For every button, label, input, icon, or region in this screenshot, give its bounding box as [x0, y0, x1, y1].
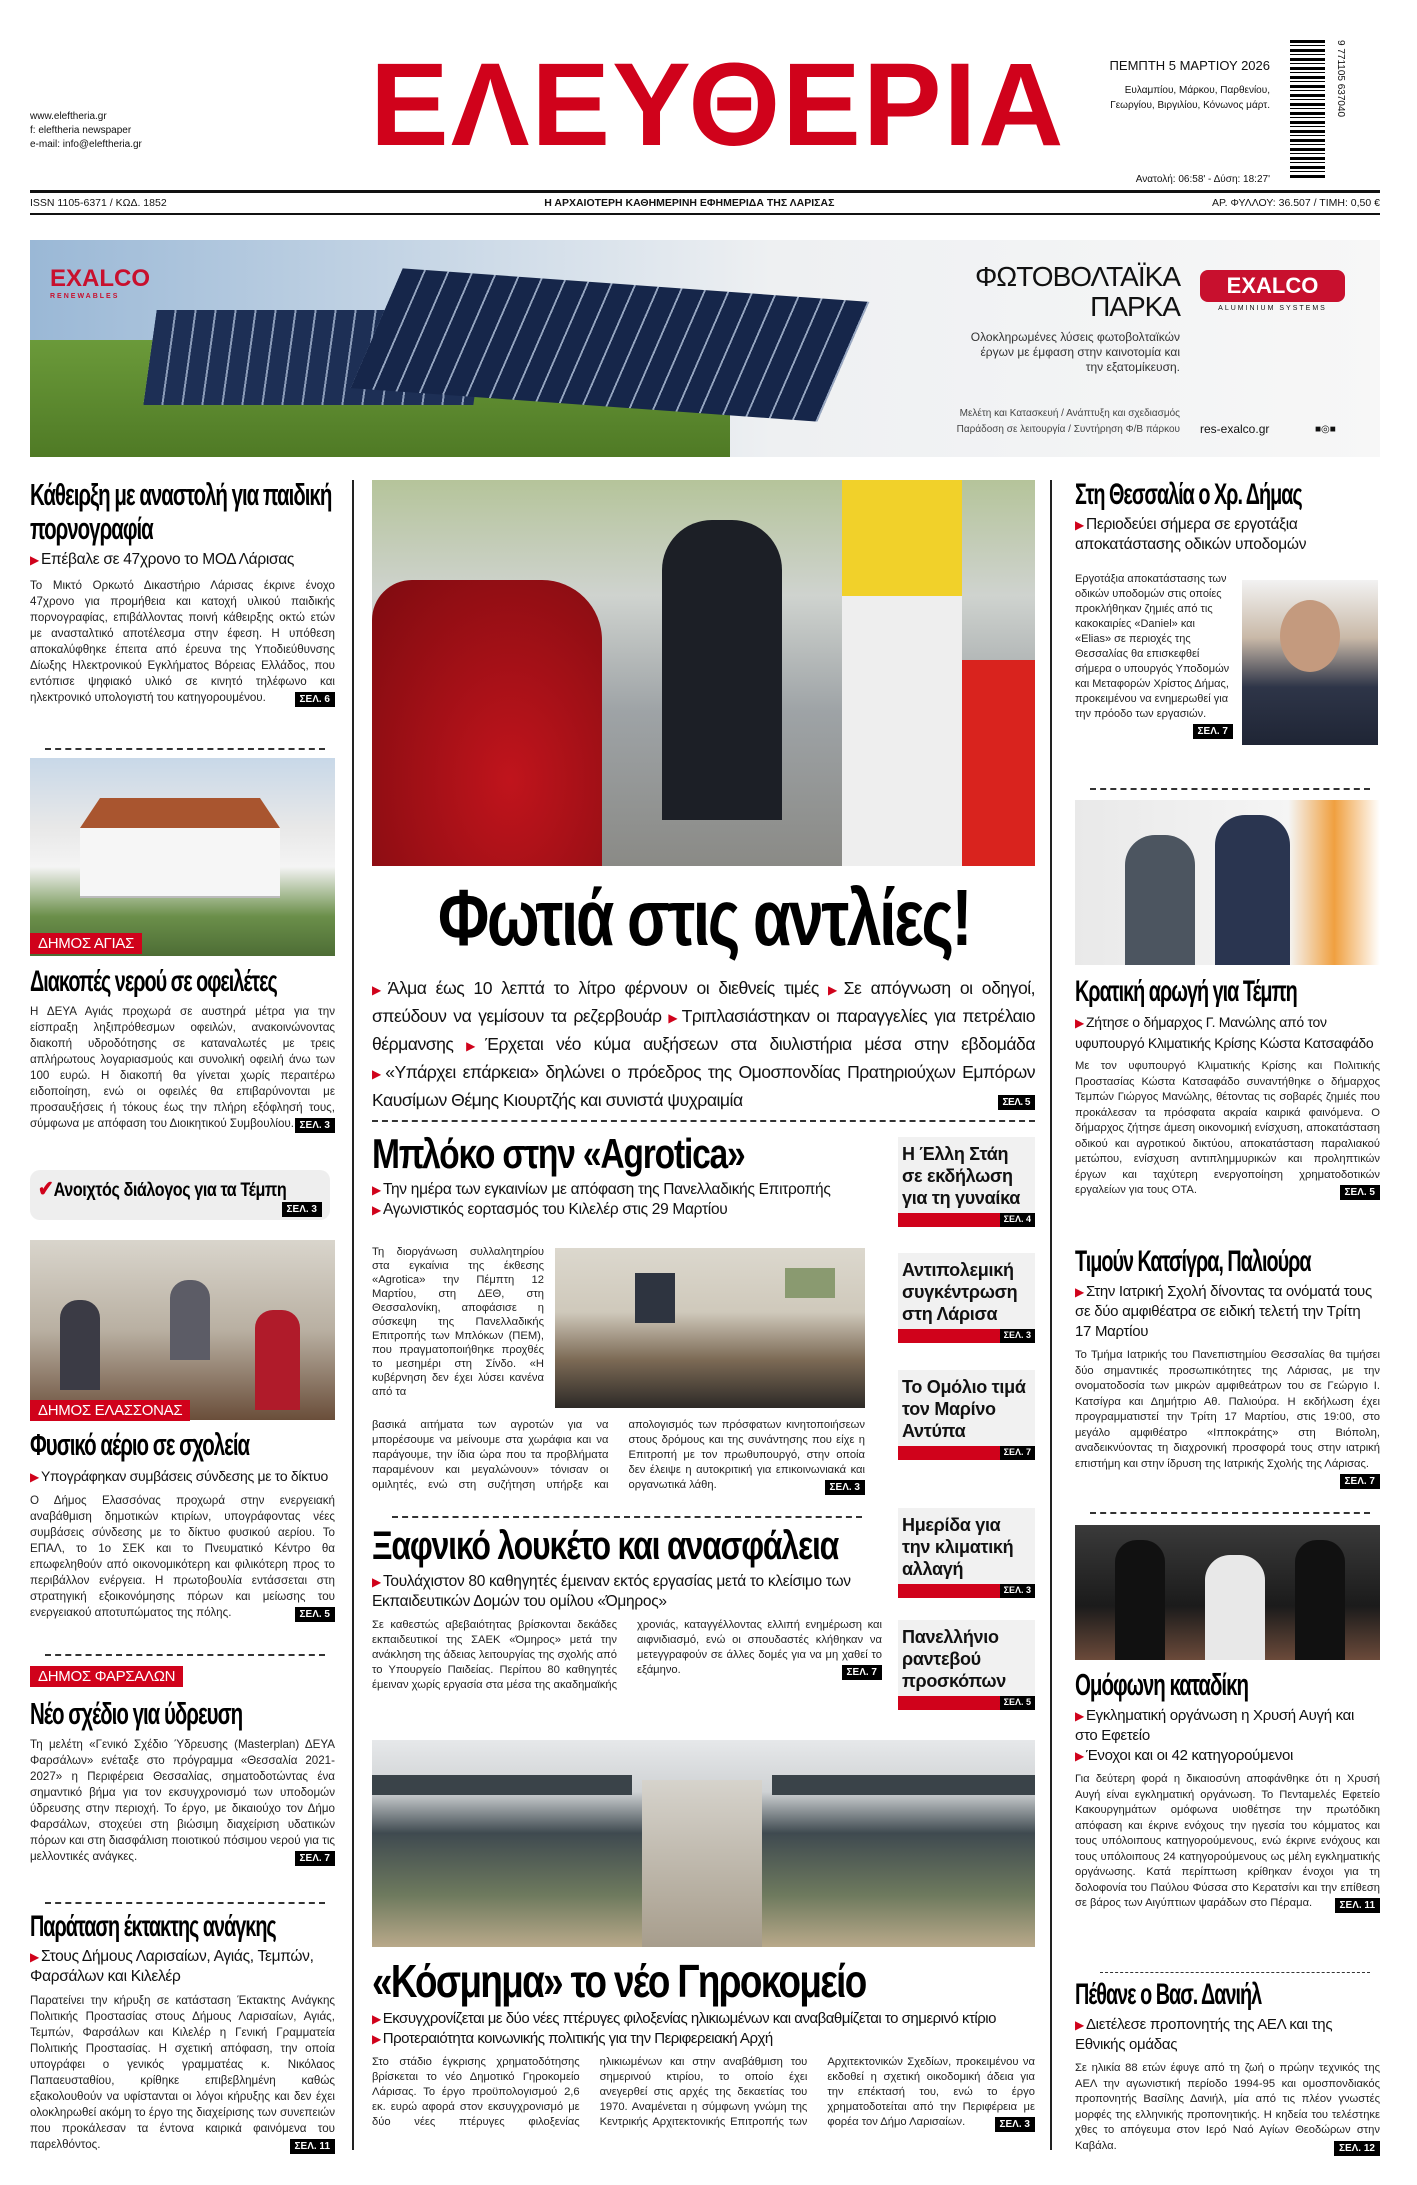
dashed-divider [1090, 788, 1370, 790]
page-ref[interactable]: ΣΕΛ. 11 [290, 2139, 335, 2154]
page-ref[interactable]: ΣΕΛ. 5 [998, 1095, 1035, 1110]
rule-bottom [30, 213, 1380, 215]
page-ref[interactable]: ΣΕΛ. 3 [295, 1118, 335, 1133]
dashed-divider [45, 1654, 325, 1656]
article-body [1075, 572, 1233, 739]
tagline: Η ΑΡΧΑΙΟΤΕΡΗ ΚΑΘΗΜΕΡΙΝΗ ΕΦΗΜΕΡΙΔΑ ΤΗΣ ΛΑΡΙΣΑΣ [544, 197, 835, 209]
sidebar-title: Η Έλλη Στάη σε εκδήλωση για τη γυναίκα [902, 1144, 1020, 1208]
headline: Ξαφνικό λουκέτο και ανασφάλεια [372, 1524, 839, 1568]
page-ref[interactable]: ΣΕΛ. 12 [1334, 2141, 1380, 2156]
article-omiros[interactable] [372, 1520, 882, 1693]
triangle-icon: ▶ [1075, 1285, 1084, 1299]
barcode [1290, 40, 1325, 180]
section-tag: ΔΗΜΟΣ ΦΑΡΣΑΛΩΝ [30, 1666, 183, 1687]
photo-manolis-katsafados [1075, 800, 1380, 965]
dashed-divider [392, 1516, 862, 1518]
sidebar-item[interactable] [898, 1137, 1035, 1227]
subheadline: Ένοχοι και οι 42 κατηγορούμενοι [1085, 1747, 1294, 1765]
headline: Ομόφωνη καταδίκη [1075, 1667, 1249, 1702]
ad-url[interactable]: res-exalco.gr [1200, 422, 1270, 436]
page-ref[interactable]: ΣΕΛ. 7 [1340, 1474, 1380, 1489]
body-text: Με τον υφυπουργό Κλιματικής Κρίσης και Πολιτικής Προστασίας Κώστα Κατσαφάδο συναντήθηκε ο δήμαρχος Τεμπών Γιώργος Μανώλης, θέτοντας τις σοβαρές ζημιές που προκάλεσαν τα πρόσφατα ακραία καιρικά φαινόμενα. Ο δήμαρχος ζήτησε άμεση οικονομική ενίσχυση, αποκατάσταση οδικού και αγροτικού δικτύου, αποκατάσταση παραλιακού μετώπου, ενίσχυση αντιπλημμυρικών και προληπτικών έργων και ταχύτερη ενεργοποίηση χρηματοδοτικών εργαλείων για τους ΟΤΑ. [1075, 1060, 1380, 1196]
subheadline: Την ημέρα των εγκαινίων με απόφαση της Πανελλαδικής Επιτροπής [382, 1181, 831, 1198]
body-text: Σε καθεστώς αβεβαιότητας βρίσκονται δεκάδες εκπαιδευτικοί της ΣΑΕΚ «Όμηρος» μετά την ανάκληση της άδειας λειτουργίας της σχολής από το Υπουργείο Παιδείας. Περίπου 80 καθηγητές έμειναν χωρίς εργασία στα μέσα της ακαδημαϊκής χρονιάς, καταγγέλλοντας ελλιπή ενημέρωση και αιφνιδιασμό, ενώ οι σπουδαστές κλήθηκαν να μετεγγραφούν σε άλλες δομές για να μη χαθεί το εξάμηνο. [372, 1619, 882, 1691]
page-ref[interactable]: ΣΕΛ. 7 [295, 1851, 335, 1866]
article-body [30, 1004, 335, 1132]
namedays: Ευλαμπίου, Μάρκου, Παρθενίου, Γεωργίου, Βιργιλίου, Κόνωνος μάρτ. [1110, 85, 1270, 111]
lead-bullets [372, 975, 1035, 1113]
headline: Κάθειρξη με αναστολή για παιδική πορνογραφία [30, 477, 332, 547]
headline: Τιμούν Κατσίγρα, Παλιούρα [1075, 1245, 1311, 1278]
column-divider-left [352, 480, 354, 2150]
triangle-icon: ▶ [30, 1470, 39, 1485]
subheadline: Εκσυγχρονίζεται με δύο νέες πτέρυγες φιλοξενίας ηλικιωμένων και αναβαθμίζεται το σημερινό κτίριο [382, 2010, 996, 2027]
ad-brand-right-sub: ALUMINIUM SYSTEMS [1218, 305, 1327, 312]
sidebar-title: Πανελλήνιο ραντεβού προσκόπων [902, 1627, 1006, 1691]
lead-bullet: «Υπάρχει επάρκεια» δηλώνει ο πρόεδρος της Ομοσπονδίας Πρατηριούχων Εμπόρων Καυσίμων Θέμης Κιουρτζής και συνιστά ψυχραιμία [372, 1062, 1035, 1110]
headline: «Κόσμημα» το νέο Γηροκομείο [372, 1955, 866, 2007]
sidebar-title: Ημερίδα για την κλιματική αλλαγή [902, 1515, 1014, 1579]
body-text: Τη μελέτη «Γενικό Σχέδιο Ύδρευσης (Masterplan) ΔΕΥΑ Φαρσάλων» ενέταξε στο πρόγραμμα «Θεσσαλία 2021-2027» η Περιφέρεια Θεσσαλίας, σηματοδοτώντας ένα σημαντικό βήμα για τον εκσυγχρονισμό των υποδομών ύδρευσης στην περιοχή. Το έργο, με δικαιούχο τον Δήμο Φαρσάλων, στοχεύει στη βιώσιμη διαχείριση υδατικών πόρων και στη διασφάλιση ποιοτικού πόσιμου νερού για τις μελλοντικές ανάγκες. [30, 1738, 335, 1864]
ad-brand-right-name: EXALCO [1200, 270, 1345, 302]
subheadline: Αγωνιστικός εορτασμός του Κιλελέρ στις 29 Μαρτίου [382, 1201, 728, 1218]
page-ref[interactable]: ΣΕΛ. 3 [995, 2117, 1035, 2132]
body-text: Εργοτάξια αποκατάστασης των οδικών υποδομών στις οποίες προκλήθηκαν ζημιές από τις κακοκαιρίες «Daniel» και «Elias» σε περιοχές της Θεσσαλίας θα επισκεφθεί σήμερα ο υπουργός Υποδομών και Μεταφορών Χρίστος Δήμας, προκειμένου να ενημερωθεί για την πρόοδο των εργασιών. [1075, 573, 1230, 720]
masthead-logo: ΕΛΕΥΘΕΡΙΑ [370, 39, 1066, 171]
article-dimas[interactable] [1075, 478, 1380, 555]
article-body [30, 1993, 335, 2153]
subheadline: Ζήτησε ο δήμαρχος Γ. Μανώλης από τον υφυπουργό Κλιματικής Κρίσης Κώστα Κατσαφάδο [1075, 1014, 1374, 1051]
lead-bullet: Σε απόγνωση οι οδηγοί, σπεύδουν να γεμίσουν τα ρεζερβουάρ [372, 978, 1036, 1026]
subheadline: Υπογράφηκαν συμβάσεις σύνδεσης με το δίκτυο [40, 1468, 328, 1485]
page-ref[interactable]: ΣΕΛ. 7 [842, 1665, 882, 1680]
page-ref[interactable]: ΣΕΛ. 5 [1340, 1185, 1380, 1200]
lead-bullet: Άλμα έως 10 λεπτά το λίτρο φέρνουν οι διεθνείς τιμές [387, 978, 819, 998]
article-body [1075, 1059, 1380, 1199]
article-body [372, 1618, 882, 1693]
headline: Κρατική αρωγή για Τέμπη [1075, 975, 1297, 1008]
subheadline: Προτεραιότητα κοινωνικής πολιτικής για την Περιφερειακή Αρχή [382, 2030, 773, 2047]
page-ref[interactable]: ΣΕΛ. 7 [1000, 1446, 1035, 1460]
article-body [30, 1737, 335, 1865]
headline: Νέο σχέδιο για ύδρευση [30, 1696, 243, 1731]
ad-title: ΦΩΤΟΒΟΛΤΑΪΚΑ ΠΑΡΚΑ [974, 261, 1180, 322]
dashed-divider [1090, 1512, 1370, 1514]
ad-services-2: Παράδοση σε λειτουργία / Συντήρηση Φ/Β πάρκου [956, 424, 1180, 435]
issue-price: ΑΡ. ΦΥΛΛΟΥ: 36.507 / ΤΙΜΗ: 0,50 € [1211, 197, 1380, 209]
body-text: Το Τμήμα Ιατρικής του Πανεπιστημίου Θεσσαλίας θα τιμήσει δύο σημαντικές προσωπικότητες της Λάρισας, με την ονοματοδοσία των μικρών αμφιθεάτρων του σε Γεώργιο Ι. Κατσίγρα και Δημήτριο Αθ. Παλιούρα. Η εκδήλωση έχει προγραμματιστεί την Τρίτη 17 Μαρτίου, στις 19:00, στο μεγάλο αμφιθέατρο «Ιπποκράτης» στη Βιόπολη, αναδεικνύοντας τη διαχρονική προσφορά τους στην ιατρική επιστήμη και στην ίδρυση της Ιατρικής Σχολής της Λάρισας. [1075, 1349, 1380, 1470]
triangle-icon: ▶ [1075, 1709, 1084, 1724]
lead-headline: Φωτιά στις αντλίες! [437, 873, 970, 962]
headline: Μπλόκο στην «Agrotica» [372, 1130, 745, 1177]
sidebar-item[interactable] [898, 1370, 1035, 1460]
photo-meeting-elassona [30, 1240, 335, 1420]
triangle-icon: ▶ [372, 2012, 381, 2026]
facebook-link[interactable]: f: eleftheria newspaper [30, 125, 132, 136]
subheadline: Εγκληματική οργάνωση η Χρυσή Αυγή και στο Εφετείο [1075, 1707, 1355, 1745]
triangle-icon: ▶ [1075, 1749, 1084, 1764]
agrotica-body-2 [372, 1418, 865, 1495]
date-block [1080, 58, 1270, 113]
photo-trial [1075, 1525, 1380, 1660]
tempi-box[interactable] [30, 1170, 330, 1220]
subheadline: Περιοδεύει σήμερα σε εργοτάξια αποκατάστασης οδικών υποδομών [1075, 516, 1307, 553]
ad-brand-left-sub: RENEWABLES [50, 293, 120, 300]
page-ref[interactable]: ΣΕΛ. 11 [1335, 1898, 1380, 1913]
article-daniil[interactable] [1075, 1978, 1380, 2156]
article-body [1075, 1772, 1380, 1912]
article-katheirxi[interactable] [30, 478, 335, 707]
triangle-icon: ▶ [1075, 518, 1084, 532]
body-text: Στο στάδιο έγκρισης χρηματοδότησης βρίσκεται το νέο Δημοτικό Γηροκομείο Λάρισας. Το έργο προϋπολογισμού 2,6 εκ. ευρώ αφορά στον εκσυγχρονισμό με δύο νέες πτέρυγες φιλοξενίας ηλικιωμένων και στην αναβάθμιση του σημερινού κτιρίου, το οποίο έχει ανεγερθεί στις αρχές της δεκαετίας του 1970. Αναμένεται η σύμφωνη γνώμη της Κεντρικής Αρχιτεκτονικής Επιτροπής των Αρχιτεκτονικών Σχεδίων, προκειμένου να εκδοθεί η σχετική οικοδομική άδεια για την επέκτασή του, ενώ το έργο χρηματοδοτείται από την Περιφέρεια με φορέα τον Δήμο Λαρισαίων. [372, 2056, 1035, 2128]
headline: Στη Θεσσαλία ο Χρ. Δήμας [1075, 478, 1302, 511]
email-link[interactable]: e-mail: info@eleftheria.gr [30, 139, 142, 150]
body-text: Για δεύτερη φορά η δικαιοσύνη αποφάνθηκε ότι η Χρυσή Αυγή είναι εγκληματική οργάνωση. Το Πενταμελές Εφετείο Κακουργημάτων ομόφωνα υιοθέτησε την πρωτόδικη απόφαση και έκρινε ενόχους την ηγεσία του κόμματος και τους υπόλοιπους κατηγορούμενους, ενώ έκρινε ενόχους και τους υπόλοιπους 24 κατηγορούμενους ως μέλη εγκληματικής οργάνωσης. Κατά περίπτωση κρίθηκαν ένοχοι για τη δολοφονία του Παύλου Φύσσα στο Κερατσίνι και την επίθεση σε βάρος των Αιγύπτιων ψαράδων στο Πέραμα. [1075, 1773, 1380, 1910]
sidebar-title: Αντιπολεμική συγκέντρωση στη Λάρισα [902, 1260, 1018, 1324]
agrotica-body-1: Τη διοργάνωση συλλαλητηρίου στα εγκαίνια της έκθεσης «Agrotica» την Πέμπτη 12 Μαρτίου, στη ΔΕΘ, στη Θεσσαλονίκη, αποφάσισε η σύσκεψη της Πανελλαδικής Επιτροπής των Μπλόκων (ΠΕΜ), που πραγματοποιήθηκε προχθές το μεσημέρι στη Σίνδο. «Η κυβέρνηση δεν έχει λύσει κανένα από τα [372, 1246, 544, 1398]
contact-info [30, 110, 142, 152]
triangle-icon: ▶ [30, 1950, 39, 1964]
dashed-divider [45, 1902, 325, 1904]
article-ydreusi[interactable] [30, 1697, 335, 1866]
ad-banner[interactable] [30, 240, 1380, 457]
issn: ISSN 1105-6371 / ΚΩΔ. 1852 [30, 197, 167, 209]
dashed-divider [1100, 1972, 1370, 1973]
body-text: Παρατείνει την κήρυξη σε κατάσταση Έκτακτης Ανάγκης Πολιτικής Προστασίας στους Δήμους Λαρισαίων, Αγιάς, Τεμπών, Φαρσάλων και Κιλελέρ η Γενική Γραμματεία Πολιτικής Προστασίας. Η σχετική απόφαση, την οποία υπογράφει ο γενικός γραμματέας κ. Νικόλαος Παπαευσταθίου, κρίθηκε επιβεβλημένη καθώς εξακολουθούν να υφίστανται οι λόγοι κήρυξης και δεν έχει ολοκληρωθεί ακόμη το έργο της διαχείρισης των συνεπειών που προκάλεσαν τα έντονα καιρικά φαινόμενα του παρελθόντος. [30, 1994, 335, 2151]
article-kratiki-arogi[interactable] [1075, 975, 1380, 1200]
page-ref[interactable]: ΣΕΛ. 3 [825, 1480, 865, 1495]
box-title: Ανοιχτός διάλογος για τα Τέμπη [53, 1180, 287, 1201]
social-icons: ■◎■ [1315, 424, 1336, 435]
triangle-icon: ▶ [372, 1067, 384, 1081]
triangle-icon: ▶ [1075, 1016, 1084, 1030]
page-ref[interactable]: ΣΕΛ. 3 [1000, 1584, 1035, 1598]
lead-article[interactable] [372, 872, 1035, 967]
dashed-divider [372, 1120, 1035, 1122]
photo-agrotica-meeting [555, 1248, 865, 1408]
headline: Διακοπές νερού σε οφειλέτες [30, 965, 277, 998]
body-text: Ο Δήμος Ελασσόνας προχωρά στην ενεργειακή αναβάθμιση δημοτικών κτιρίων, υπογράφοντας νέες συμβάσεις σύνδεσης με το δίκτυο φυσικού αερίου. Το ΕΠΑΛ, το 1ο ΣΕΚ και το Πνευματικό Κέντρο θα επωφεληθούν από οικονομικότερη και φιλικότερη προς το περιβάλλον ενέργεια. Η πρωτοβουλία εντάσσεται στη στρατηγική εξοικονόμησης πόρων και μείωσης του ενεργειακού αποτυπώματος της πόλης. [30, 1494, 335, 1620]
subheadline: Στους Δήμους Λαρισαίων, Αγιάς, Τεμπών, Φαρσάλων και Κιλελέρ [30, 1948, 314, 1985]
triangle-icon: ▶ [1075, 2018, 1084, 2032]
subheadline: Διετέλεσε προπονητής της ΑΕΛ και της Εθνικής ομάδας [1075, 2016, 1333, 2053]
lead-bullet: Τριπλασιάστηκαν οι παραγγελίες για πετρέλαιο θέρμανσης [372, 1006, 1036, 1054]
section-tag: ΔΗΜΟΣ ΑΓΙΑΣ [30, 933, 142, 954]
page-ref[interactable]: ΣΕΛ. 4 [1000, 1213, 1035, 1227]
sidebar-item[interactable] [898, 1508, 1035, 1598]
sidebar-item[interactable] [898, 1620, 1035, 1710]
lead-bullet: Έρχεται νέο κύμα αυξήσεων στα διυλιστήρια μέσα στην εβδομάδα [485, 1034, 1035, 1054]
page-ref[interactable]: ΣΕΛ. 3 [282, 1202, 322, 1217]
article-katsigra-paliura[interactable] [1075, 1245, 1380, 1489]
sidebar-title: Το Ομόλιο τιμά τον Μαρίνο Αντύπα [902, 1377, 1026, 1441]
subheadline: Στην Ιατρική Σχολή δίνοντας τα ονόματά τους σε δύο αμφιθέατρα σε ειδική τελετή την Τρίτη 17 Μαρτίου [1075, 1283, 1372, 1340]
sun-times: Ανατολή: 06:58' - Δύση: 18:27' [1135, 174, 1270, 185]
website-link[interactable]: www.eleftheria.gr [30, 111, 107, 122]
subheadline: Τουλάχιστον 80 καθηγητές έμειναν εκτός εργασίας μετά το κλείσιμο των Εκπαιδευτικών Δομών του ομίλου «Όμηρος» [372, 1573, 851, 1610]
page-ref[interactable]: ΣΕΛ. 7 [1193, 724, 1233, 739]
ad-brand-left-name: EXALCO [50, 265, 151, 292]
barcode-number: 9 771105 637040 [1335, 40, 1346, 118]
article-agrotica[interactable] [372, 1128, 882, 1220]
page-ref[interactable]: ΣΕΛ. 5 [1000, 1696, 1035, 1710]
article-body [1075, 1348, 1380, 1487]
article-body [1075, 2061, 1380, 2154]
photo-gas-station [372, 480, 1035, 866]
triangle-icon: ▶ [372, 1183, 381, 1197]
sidebar-item[interactable] [898, 1253, 1035, 1343]
page-ref[interactable]: ΣΕΛ. 3 [1000, 1329, 1035, 1343]
body-text: βασικά αιτήματα των αγροτών για να μπορέσουμε να μείνουμε στα χωράφια και να παράγουμε, την ίδια ώρα που τα προβλήματα παραμένουν και μεγαλώνουν» τόνισαν οι ομιλητές, ενώ στη συζήτηση υπήρξε και απολογισμός των πρόσφατων κινητοποιήσεων στους δρόμους και της συνάντησης που είχε η Επιτροπή με τον πρωθυπουργό, στην οποία δεν έλειψε η αυτοκριτική για επικοινωνιακά και οργανωτικά λάθη. [372, 1419, 865, 1491]
ad-brand-left [50, 265, 150, 300]
section-tag: ΔΗΜΟΣ ΕΛΑΣΣΟΝΑΣ [30, 1400, 190, 1421]
triangle-icon: ▶ [372, 1203, 381, 1217]
info-bar [30, 197, 1380, 209]
headline: Φυσικό αέριο σε σχολεία [30, 1427, 250, 1462]
article-body [30, 578, 335, 706]
issue-date: ΠΕΜΠΤΗ 5 ΜΑΡΤΙΟΥ 2026 [1109, 58, 1270, 73]
ad-services-1: Μελέτη και Κατασκευή / Ανάπτυξη και σχεδιασμός [959, 408, 1180, 419]
page-ref[interactable]: ΣΕΛ. 6 [295, 692, 335, 707]
article-paratasi[interactable] [30, 1910, 335, 2154]
body-text: Το Μικτό Ορκωτό Δικαστήριο Λάρισας έκρινε ένοχο 47χρονο για προμήθεια και κατοχή υλικού παιδικής πορνογραφίας, επιβάλλοντας ποινή κάθειρξης οκτώ ετών με ανασταλτικό αποτέλεσμα στην έφεση. Η υπόθεση αποκαλύφθηκε έπειτα από έρευνα της Υποδιεύθυνσης Δίωξης Ηλεκτρονικού Εγκλήματος Βόρειας Ελλάδος, που εντόπισε ψηφιακό υλικό σε κινητό τηλέφωνο και ηλεκτρονικό υπολογιστή του κατηγορουμένου. [30, 579, 335, 705]
triangle-icon: ▶ [466, 1039, 484, 1053]
triangle-icon: ▶ [828, 983, 842, 997]
triangle-icon: ▶ [372, 1575, 381, 1589]
dashed-divider [45, 748, 325, 750]
headline: Παράταση έκτακτης ανάγκης [30, 1910, 276, 1943]
body-text: Η ΔΕΥΑ Αγιάς προχωρά σε αυστηρά μέτρα για την είσπραξη ληξιπρόθεσμων οφειλών, ανακοινώνοντας διακοπή υδροδότησης σε καταναλωτές με τρεις απλήρωτους λογαριασμούς και συνολική οφειλή άνω των 100 ευρώ. Η διακοπή θα γίνεται χωρίς περαιτέρω ειδοποίηση, ενώ οι οφειλές θα επιβαρύνονται με προσαυξήσεις ή τόκους έως την πλήρη εξόφλησή τους, σύμφωνα με απόφαση του Διοικητικού Συμβουλίου. [30, 1005, 335, 1130]
article-body [30, 1493, 335, 1621]
photo-dimas [1242, 580, 1378, 745]
photo-gerokomeio [372, 1740, 1035, 1947]
triangle-icon: ▶ [30, 553, 39, 568]
column-divider-right [1050, 480, 1052, 2150]
subheadline: Επέβαλε σε 47χρονο το ΜΟΔ Λάρισας [40, 551, 295, 569]
triangle-icon: ▶ [372, 2032, 381, 2046]
article-body [372, 2055, 1035, 2132]
body-text: Σε ηλικία 88 ετών έφυγε από τη ζωή ο πρώην τεχνικός της ΑΕΛ την αγωνιστική περίοδο 1994-95 και ομοσπονδιακός προπονητής Βασίλης Δανιήλ, μία από τις πλέον γνωστές μορφές της ελληνικής προπονητικής. Η κηδεία του τελέστηκε χθες το απόγευμα στον Ιερό Ναό Αγίων Θεοδώρων στην Καβάλα. [1075, 2062, 1380, 2152]
article-fysiko-aerio[interactable] [30, 1428, 335, 1622]
triangle-icon: ▶ [372, 983, 386, 997]
article-gerokomeio[interactable] [372, 1953, 1035, 2132]
article-chrysi-avgi[interactable] [1075, 1668, 1380, 1913]
rule-top [30, 190, 1380, 193]
headline: Πέθανε ο Βασ. Δανιήλ [1075, 1978, 1262, 2011]
ad-brand-right [1200, 270, 1345, 312]
article-diakopes-nerou[interactable] [30, 965, 335, 1133]
ad-description: Ολοκληρωμένες λύσεις φωτοβολταϊκών έργων με έμφαση στην καινοτομία και την εξατομίκευση. [970, 330, 1180, 374]
photo-building-agia [30, 758, 335, 956]
page-ref[interactable]: ΣΕΛ. 5 [295, 1607, 335, 1622]
triangle-icon: ▶ [668, 1011, 680, 1025]
checkmark-icon: ✔ [38, 1176, 54, 1201]
